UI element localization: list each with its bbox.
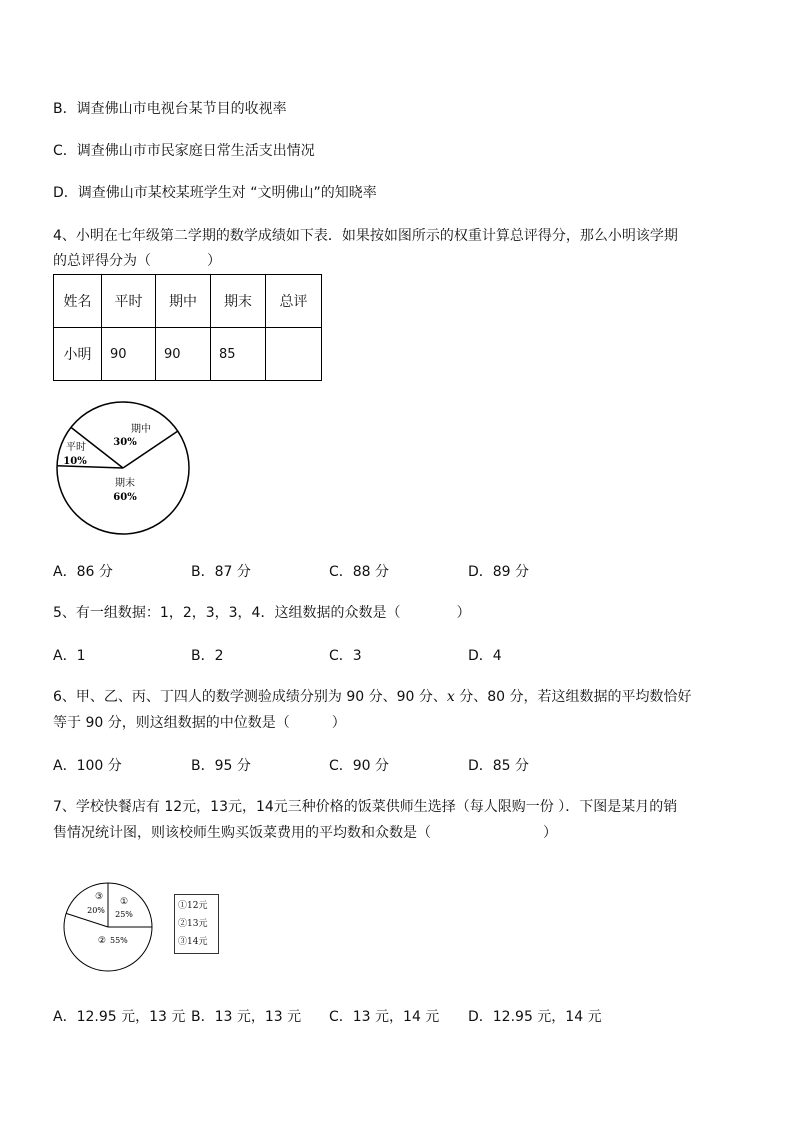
q7-option-b[interactable]: B．13 元，13 元 bbox=[191, 1009, 302, 1025]
pie-label-pct: 20% bbox=[87, 906, 105, 915]
table-cell bbox=[266, 328, 322, 381]
q7-option-d[interactable]: D．12.95 元，14 元 bbox=[468, 1009, 602, 1025]
pie-label-pct: 10% bbox=[63, 456, 87, 467]
q5-option-a[interactable]: A．1 bbox=[53, 648, 86, 664]
pie-label-mark: ① bbox=[119, 897, 129, 907]
q5-option-b[interactable]: B．2 bbox=[191, 648, 224, 664]
pie-label-name: 平时 bbox=[66, 442, 86, 453]
q4-option-a[interactable]: A．86 分 bbox=[53, 564, 113, 580]
q7-stem-line1: 7、学校快餐店有 12元，13元，14元三种价格的饭菜供师生选择（每人限购一份 ）．下图是某月的销 bbox=[53, 799, 678, 815]
q4-weight-pie-chart bbox=[55, 401, 195, 541]
q7-sales-pie-chart bbox=[62, 880, 157, 975]
q3-option-c: C．调查佛山市市民家庭日常生活支出情况 bbox=[53, 143, 315, 159]
q6-stem-line1 bbox=[53, 687, 692, 707]
pie-label-pct: 55% bbox=[110, 936, 128, 945]
q7-option-a[interactable]: A．12.95 元，13 元 bbox=[53, 1009, 186, 1025]
q6-stem-part: 6、甲、乙、丙、丁四人的数学测验成绩分别为 90 分、90 分、 bbox=[53, 689, 447, 705]
table-header-cell: 总评 bbox=[266, 275, 322, 328]
legend-item: ①12元 bbox=[178, 901, 208, 911]
table-header-cell: 平时 bbox=[102, 275, 156, 328]
q7-pie-legend bbox=[174, 894, 219, 954]
pie-label-name: 期末 bbox=[115, 478, 135, 489]
pie-label-pct: 30% bbox=[113, 437, 137, 448]
q6-option-c[interactable]: C．90 分 bbox=[329, 758, 390, 774]
q6-option-b[interactable]: B．95 分 bbox=[191, 758, 251, 774]
q6-stem-part: 分、80 分，若这组数据的平均数恰好 bbox=[454, 689, 692, 705]
table-cell: 小明 bbox=[54, 328, 102, 381]
q6-option-d[interactable]: D．85 分 bbox=[468, 758, 530, 774]
pie-label-pct: 25% bbox=[115, 910, 133, 919]
table-header-cell: 期中 bbox=[156, 275, 211, 328]
q6-option-a[interactable]: A．100 分 bbox=[53, 758, 122, 774]
q6-stem-line2: 等于 90 分，则这组数据的中位数是（ ） bbox=[53, 715, 346, 731]
pie-label-name: 期中 bbox=[131, 424, 151, 435]
q3-option-d: D．调查佛山市某校某班学生对 “文明佛山”的知晓率 bbox=[53, 185, 377, 201]
q5-option-c[interactable]: C．3 bbox=[329, 648, 362, 664]
pie-label-mark: ③ bbox=[94, 892, 104, 902]
q5-stem: 5、有一组数据：1，2，3，3，4．这组数据的众数是（ ） bbox=[53, 605, 471, 621]
q4-stem-line2: 的总评得分为（ ） bbox=[53, 253, 221, 269]
q4-option-d[interactable]: D．89 分 bbox=[468, 564, 530, 580]
q4-option-c[interactable]: C．88 分 bbox=[329, 564, 390, 580]
table-cell: 85 bbox=[211, 328, 266, 381]
table-cell: 90 bbox=[102, 328, 156, 381]
legend-item: ②13元 bbox=[178, 919, 208, 929]
pie-label-pct: 60% bbox=[113, 492, 137, 503]
legend-item: ③14元 bbox=[178, 937, 208, 947]
pie-label-mark: ② bbox=[97, 936, 106, 946]
table-cell: 90 bbox=[156, 328, 211, 381]
table-header-cell: 姓名 bbox=[54, 275, 102, 328]
table-header-cell: 期末 bbox=[211, 275, 266, 328]
q4-stem-line1: 4、小明在七年级第二学期的数学成绩如下表．如果按如图所示的权重计算总评得分，那么小明该学期 bbox=[53, 228, 678, 244]
q5-option-d[interactable]: D．4 bbox=[468, 648, 502, 664]
table-row bbox=[54, 328, 322, 381]
q6-variable-x: x bbox=[446, 689, 455, 705]
q7-option-c[interactable]: C．13 元，14 元 bbox=[329, 1009, 440, 1025]
table-header-row bbox=[54, 275, 322, 328]
q7-stem-line2: 售情况统计图，则该校师生购买饭菜费用的平均数和众数是（ ） bbox=[53, 825, 557, 841]
q4-option-b[interactable]: B．87 分 bbox=[191, 564, 251, 580]
q3-option-b: B．调查佛山市电视台某节目的收视率 bbox=[53, 101, 287, 117]
q4-score-table bbox=[53, 274, 322, 381]
